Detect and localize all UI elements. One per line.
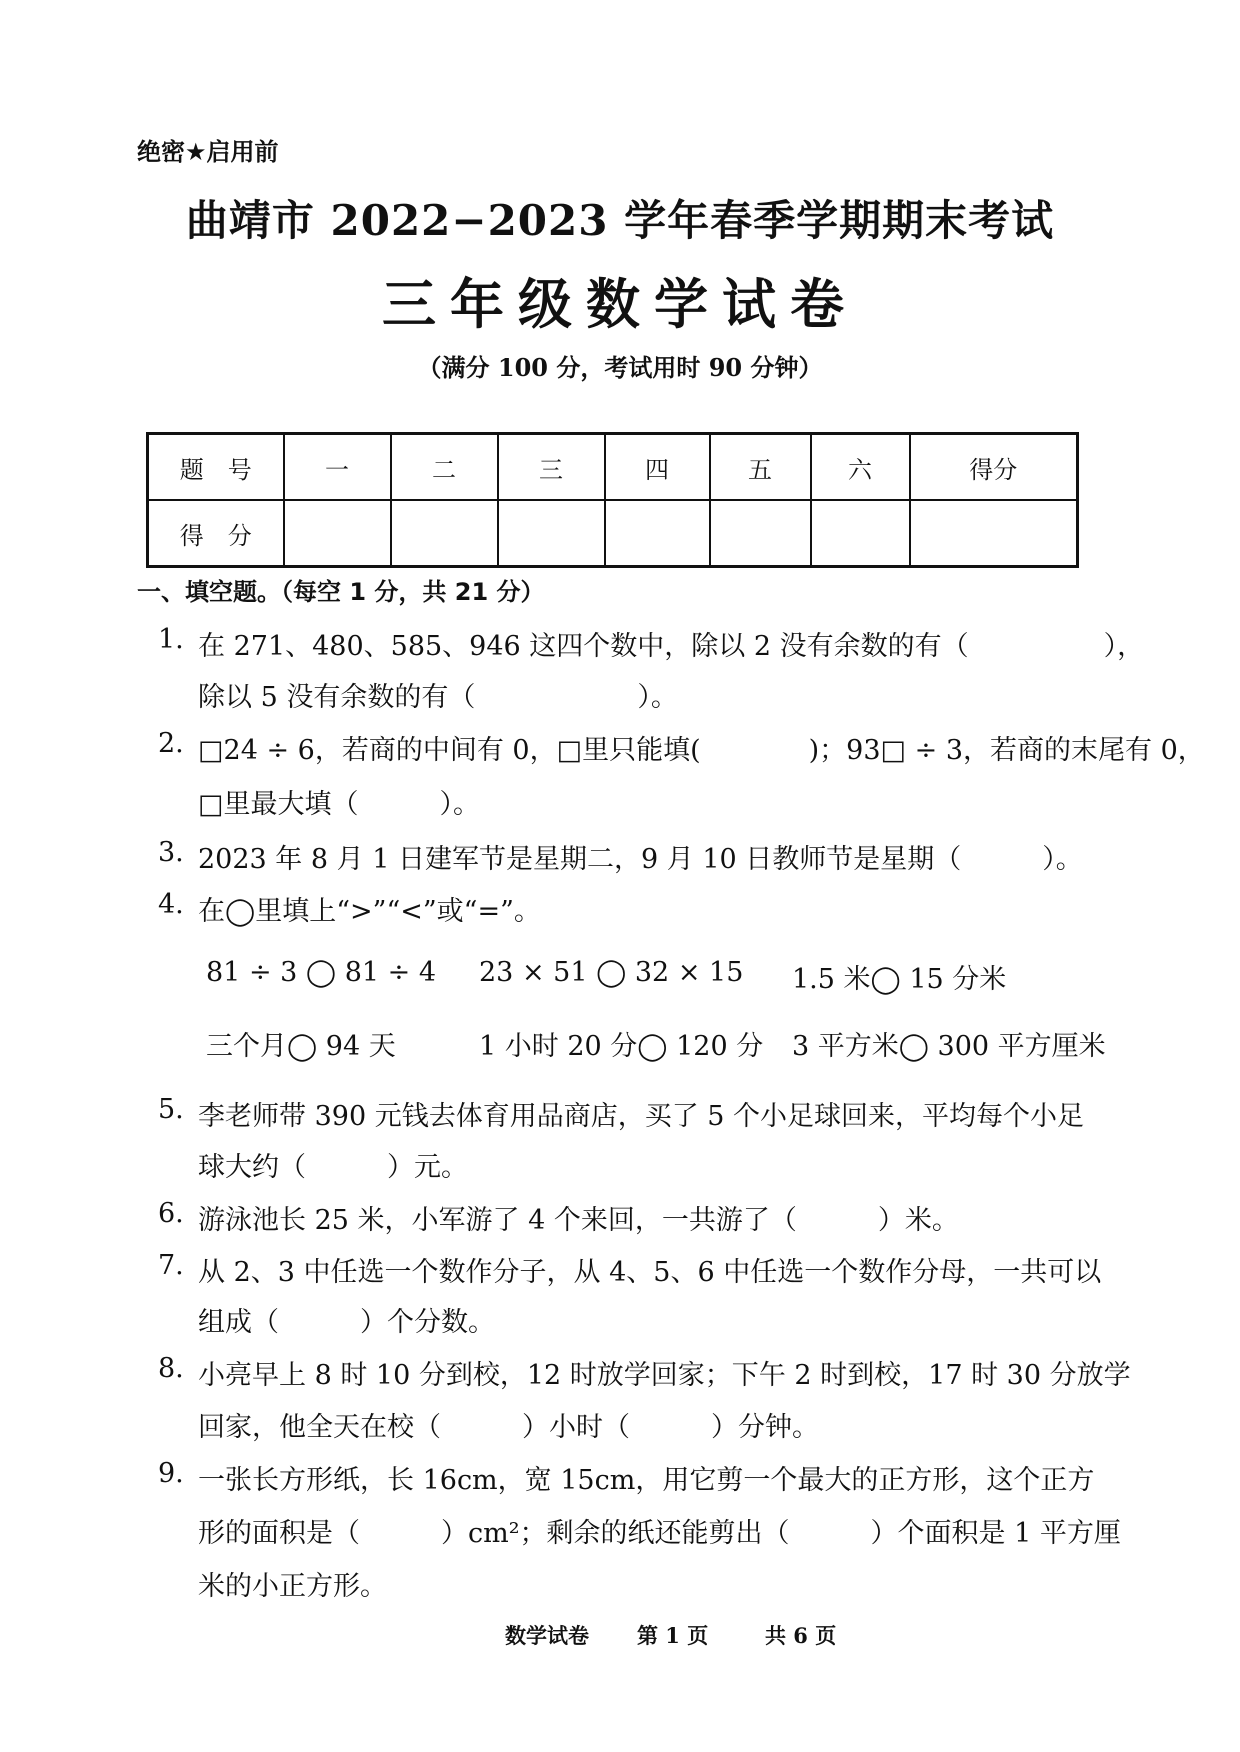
footer-subject: 数学试卷 [505, 1623, 589, 1648]
score-cell[interactable] [811, 500, 910, 567]
question-text: 组成（ ）个分数。 [198, 1307, 495, 1338]
question-text: 2023 年 8 月 1 日建军节是星期二，9 月 10 日教师节是星期（ ）。 [198, 844, 1083, 875]
score-cell[interactable] [605, 500, 710, 567]
confidential-label: 绝密★启用前 [137, 138, 279, 166]
question-text: 李老师带 390 元钱去体育用品商店，买了 5 个小足球回来，平均每个小足 [198, 1101, 1085, 1132]
question-number: 7. [158, 1250, 184, 1281]
question-text: □里最大填（ ）。 [198, 789, 481, 820]
question-number: 6. [158, 1198, 184, 1229]
question-text: 小亮早上 8 时 10 分到校，12 时放学回家；下午 2 时到校，17 时 30 分放学 [198, 1360, 1131, 1391]
table-cell: 一 [284, 434, 391, 501]
table-row [148, 434, 1078, 501]
score-cell[interactable] [710, 500, 811, 567]
question-number: 1. [158, 624, 184, 655]
question-text: 除以 5 没有余数的有（ ）。 [198, 682, 678, 713]
comparison-item: 23 × 51 ◯ 32 × 15 [479, 957, 744, 988]
score-table [146, 432, 1079, 568]
question-text: 回家，他全天在校（ ）小时（ ）分钟。 [198, 1412, 819, 1443]
table-cell: 得分 [910, 434, 1078, 501]
comparison-item: 三个月◯ 94 天 [206, 1031, 396, 1062]
table-cell: 三 [498, 434, 605, 501]
footer-total: 共 6 页 [765, 1623, 837, 1648]
exam-title: 曲靖市 2022−2023 学年春季学期期末考试 [185, 196, 1055, 245]
table-cell: 四 [605, 434, 710, 501]
question-number: 3. [158, 837, 184, 868]
question-number: 4. [158, 889, 184, 920]
exam-note: （满分 100 分，考试用时 90 分钟） [417, 353, 823, 382]
question-text: □24 ÷ 6，若商的中间有 0，□里只能填( )；93□ ÷ 3，若商的末尾有 0， [198, 735, 1205, 766]
table-row [148, 500, 1078, 567]
score-cell[interactable] [391, 500, 498, 567]
question-text: 一张长方形纸，长 16cm，宽 15cm，用它剪一个最大的正方形，这个正方 [198, 1465, 1095, 1496]
section-heading: 一、填空题。（每空 1 分，共 21 分） [137, 578, 545, 606]
score-cell[interactable] [284, 500, 391, 567]
table-cell: 六 [811, 434, 910, 501]
question-number: 9. [158, 1458, 184, 1489]
comparison-item: 81 ÷ 3 ◯ 81 ÷ 4 [206, 957, 437, 988]
exam-subtitle: 三年级数学试卷 [382, 273, 858, 336]
question-number: 2. [158, 728, 184, 759]
question-number: 5. [158, 1094, 184, 1125]
question-text: 在◯里填上“>”“<”或“=”。 [198, 896, 541, 927]
comparison-item: 1.5 米◯ 15 分米 [792, 964, 1007, 995]
question-text: 米的小正方形。 [198, 1571, 387, 1602]
comparison-item: 1 小时 20 分◯ 120 分 [479, 1031, 764, 1062]
comparison-item: 3 平方米◯ 300 平方厘米 [792, 1031, 1106, 1062]
table-cell: 得 分 [148, 500, 284, 567]
question-text: 形的面积是（ ）cm²；剩余的纸还能剪出（ ）个面积是 1 平方厘 [198, 1518, 1121, 1549]
question-text: 球大约（ ）元。 [198, 1152, 468, 1183]
table-cell: 五 [710, 434, 811, 501]
footer-page: 第 1 页 [637, 1623, 709, 1648]
table-cell: 题 号 [148, 434, 284, 501]
question-text: 从 2、3 中任选一个数作分子，从 4、5、6 中任选一个数作分母，一共可以 [198, 1257, 1102, 1288]
question-text: 游泳池长 25 米，小军游了 4 个来回，一共游了（ ）米。 [198, 1205, 959, 1236]
question-number: 8. [158, 1353, 184, 1384]
score-cell[interactable] [910, 500, 1078, 567]
score-cell[interactable] [498, 500, 605, 567]
question-text: 在 271、480、585、946 这四个数中，除以 2 没有余数的有（ ）， [198, 631, 1145, 662]
table-cell: 二 [391, 434, 498, 501]
